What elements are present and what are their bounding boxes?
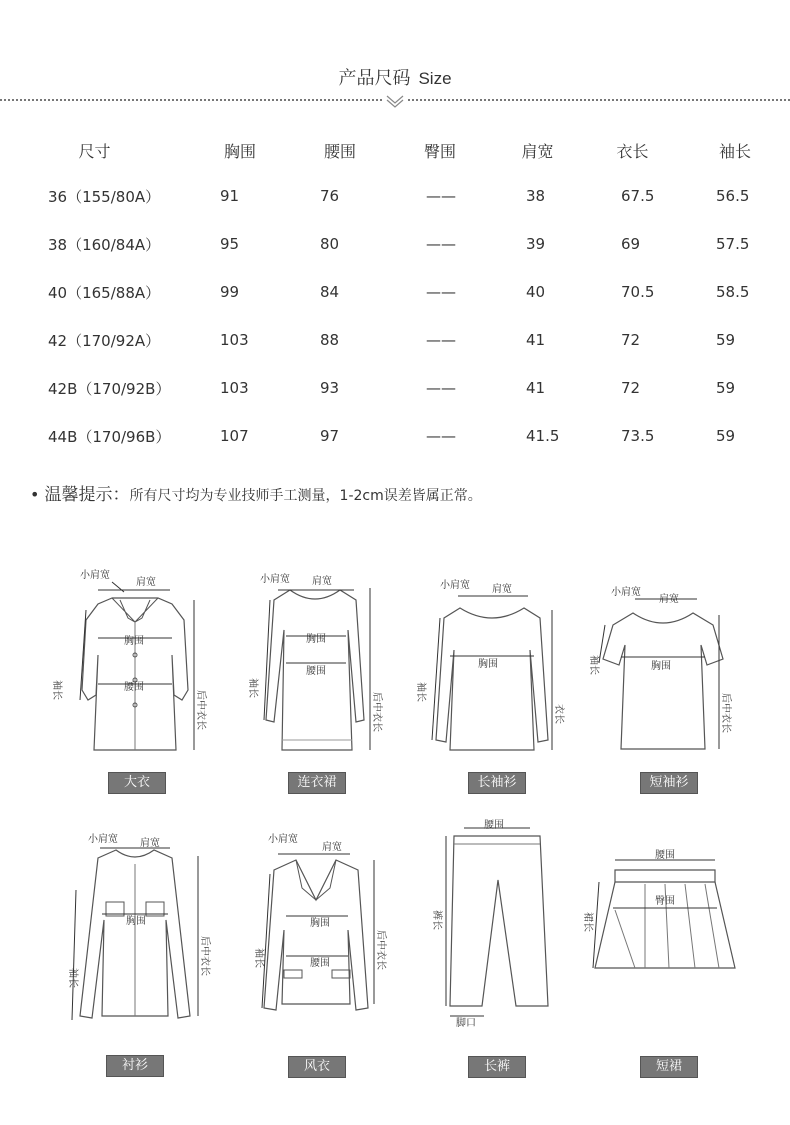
table-row bbox=[0, 220, 790, 268]
garment-dress bbox=[230, 560, 400, 800]
table-row bbox=[0, 268, 790, 316]
cell-hip: —— bbox=[426, 235, 456, 253]
garment-name-badge: 短袖衫 bbox=[640, 772, 698, 794]
table-row bbox=[0, 316, 790, 364]
cell-size: 38（160/84A） bbox=[48, 235, 161, 254]
label-sleeve: 袖长 bbox=[67, 968, 78, 988]
tip-text: 所有尺寸均为专业技师手工测量，1-2cm误差皆属正常。 bbox=[129, 488, 482, 504]
cell-length: 70.5 bbox=[621, 283, 655, 301]
pants-illustration bbox=[410, 810, 580, 1030]
cell-sleeve: 59 bbox=[716, 427, 736, 445]
cell-size: 44B（170/96B） bbox=[48, 427, 171, 446]
longsleeve-illustration bbox=[410, 570, 580, 770]
cell-shoulder: 41.5 bbox=[526, 427, 560, 445]
label-length: 裤长 bbox=[431, 910, 442, 930]
garment-name-badge: 风衣 bbox=[288, 1056, 346, 1078]
cell-size: 42（170/92A） bbox=[48, 331, 161, 350]
title-chinese: 产品尺码 bbox=[338, 68, 411, 89]
cell-shoulder: 41 bbox=[526, 379, 546, 397]
label-small-shoulder: 小肩宽 bbox=[268, 834, 298, 845]
cell-shoulder: 40 bbox=[526, 283, 546, 301]
cell-hip: —— bbox=[426, 283, 456, 301]
col-header-chest: 胸围 bbox=[223, 141, 256, 161]
coat-illustration bbox=[50, 560, 220, 760]
label-waist: 腰围 bbox=[484, 820, 504, 831]
garment-name-badge: 长袖衫 bbox=[468, 772, 526, 794]
cell-size: 40（165/88A） bbox=[48, 283, 161, 302]
cell-chest: 95 bbox=[220, 235, 240, 253]
table-header-row bbox=[0, 128, 790, 172]
cell-hip: —— bbox=[426, 427, 456, 445]
label-shoulder: 肩宽 bbox=[140, 838, 160, 849]
cell-waist: 76 bbox=[320, 187, 340, 205]
skirt-illustration bbox=[582, 840, 755, 1040]
label-sleeve: 袖长 bbox=[51, 680, 62, 700]
label-hip: 臀围 bbox=[655, 896, 675, 907]
label-shoulder: 肩宽 bbox=[492, 584, 512, 595]
cell-chest: 103 bbox=[220, 379, 249, 397]
label-length: 衣长 bbox=[553, 704, 564, 724]
garment-name-badge: 连衣裙 bbox=[288, 772, 346, 794]
label-waist: 腰围 bbox=[124, 682, 144, 693]
cell-waist: 88 bbox=[320, 331, 340, 349]
cell-shoulder: 41 bbox=[526, 331, 546, 349]
cell-hip: —— bbox=[426, 187, 456, 205]
label-sleeve: 袖长 bbox=[588, 655, 599, 675]
tip-note bbox=[30, 480, 482, 505]
cell-size: 42B（170/92B） bbox=[48, 379, 171, 398]
garment-skirt bbox=[582, 840, 755, 1080]
cell-size: 36（155/80A） bbox=[48, 187, 161, 206]
cell-chest: 99 bbox=[220, 283, 240, 301]
cell-sleeve: 59 bbox=[716, 379, 736, 397]
label-small-shoulder: 小肩宽 bbox=[80, 570, 110, 581]
cell-length: 69 bbox=[621, 235, 641, 253]
cell-chest: 91 bbox=[220, 187, 240, 205]
cell-length: 72 bbox=[621, 331, 641, 349]
shortsleeve-illustration bbox=[585, 575, 755, 775]
label-length: 后中衣长 bbox=[375, 930, 386, 970]
label-small-shoulder: 小肩宽 bbox=[260, 574, 290, 585]
cell-chest: 107 bbox=[220, 427, 249, 445]
table-row bbox=[0, 172, 790, 220]
cell-sleeve: 56.5 bbox=[716, 187, 750, 205]
size-table bbox=[0, 128, 790, 460]
cell-sleeve: 59 bbox=[716, 331, 736, 349]
label-length: 后中衣长 bbox=[199, 936, 210, 976]
label-chest: 胸围 bbox=[651, 661, 671, 672]
label-shoulder: 肩宽 bbox=[136, 577, 156, 588]
col-header-sleeve: 袖长 bbox=[718, 141, 751, 161]
label-hem: 脚口 bbox=[456, 1018, 476, 1029]
label-waist: 腰围 bbox=[306, 666, 326, 677]
shirt-illustration bbox=[50, 830, 220, 1030]
label-chest: 胸围 bbox=[126, 916, 146, 927]
table-row bbox=[0, 412, 790, 460]
label-length: 后中衣长 bbox=[195, 690, 206, 730]
label-sleeve: 袖长 bbox=[415, 682, 426, 702]
chevron-down-icon bbox=[384, 93, 406, 109]
garment-trench bbox=[230, 830, 400, 1074]
label-small-shoulder: 小肩宽 bbox=[440, 580, 470, 591]
trench-illustration bbox=[230, 830, 400, 1030]
col-header-shoulder: 肩宽 bbox=[521, 141, 554, 161]
garment-name-badge: 长裤 bbox=[468, 1056, 526, 1078]
label-chest: 胸围 bbox=[478, 659, 498, 670]
label-length: 后中衣长 bbox=[720, 693, 731, 733]
garment-name-badge: 衬衫 bbox=[106, 1055, 164, 1077]
cell-sleeve: 57.5 bbox=[716, 235, 750, 253]
section-title bbox=[0, 64, 790, 90]
cell-waist: 84 bbox=[320, 283, 340, 301]
col-header-hip: 臀围 bbox=[423, 141, 456, 161]
cell-waist: 97 bbox=[320, 427, 340, 445]
cell-shoulder: 39 bbox=[526, 235, 546, 253]
label-chest: 胸围 bbox=[306, 634, 326, 645]
garment-name-badge: 短裙 bbox=[640, 1056, 698, 1078]
label-length: 裙长 bbox=[582, 912, 593, 932]
cell-length: 72 bbox=[621, 379, 641, 397]
dress-illustration bbox=[230, 560, 400, 760]
cell-chest: 103 bbox=[220, 331, 249, 349]
cell-waist: 80 bbox=[320, 235, 340, 253]
col-header-waist: 腰围 bbox=[323, 141, 356, 161]
cell-hip: —— bbox=[426, 331, 456, 349]
label-chest: 胸围 bbox=[310, 918, 330, 929]
tip-label: 温馨提示： bbox=[44, 485, 130, 505]
garment-coat bbox=[50, 560, 220, 800]
table-row bbox=[0, 364, 790, 412]
garment-longsleeve bbox=[410, 570, 580, 810]
label-small-shoulder: 小肩宽 bbox=[88, 834, 118, 845]
garment-pants bbox=[410, 810, 580, 1074]
cell-shoulder: 38 bbox=[526, 187, 546, 205]
cell-waist: 93 bbox=[320, 379, 340, 397]
label-sleeve: 袖长 bbox=[247, 678, 258, 698]
label-waist: 腰围 bbox=[655, 850, 675, 861]
label-shoulder: 肩宽 bbox=[322, 842, 342, 853]
col-header-length: 衣长 bbox=[616, 141, 649, 161]
garment-shirt bbox=[50, 830, 220, 1073]
label-waist: 腰围 bbox=[310, 958, 330, 969]
label-sleeve: 袖长 bbox=[253, 948, 264, 968]
cell-length: 67.5 bbox=[621, 187, 655, 205]
cell-hip: —— bbox=[426, 379, 456, 397]
cell-sleeve: 58.5 bbox=[716, 283, 750, 301]
cell-length: 73.5 bbox=[621, 427, 655, 445]
col-header-size: 尺寸 bbox=[78, 141, 111, 161]
garment-shortsleeve bbox=[585, 575, 755, 815]
label-small-shoulder: 小肩宽 bbox=[611, 587, 641, 598]
title-english: Size bbox=[418, 69, 452, 88]
tip-bullet: • bbox=[30, 485, 40, 504]
garment-name-badge: 大衣 bbox=[108, 772, 166, 794]
label-shoulder: 肩宽 bbox=[659, 594, 679, 605]
label-shoulder: 肩宽 bbox=[312, 576, 332, 587]
label-chest: 胸围 bbox=[124, 636, 144, 647]
label-length: 后中衣长 bbox=[371, 692, 382, 732]
